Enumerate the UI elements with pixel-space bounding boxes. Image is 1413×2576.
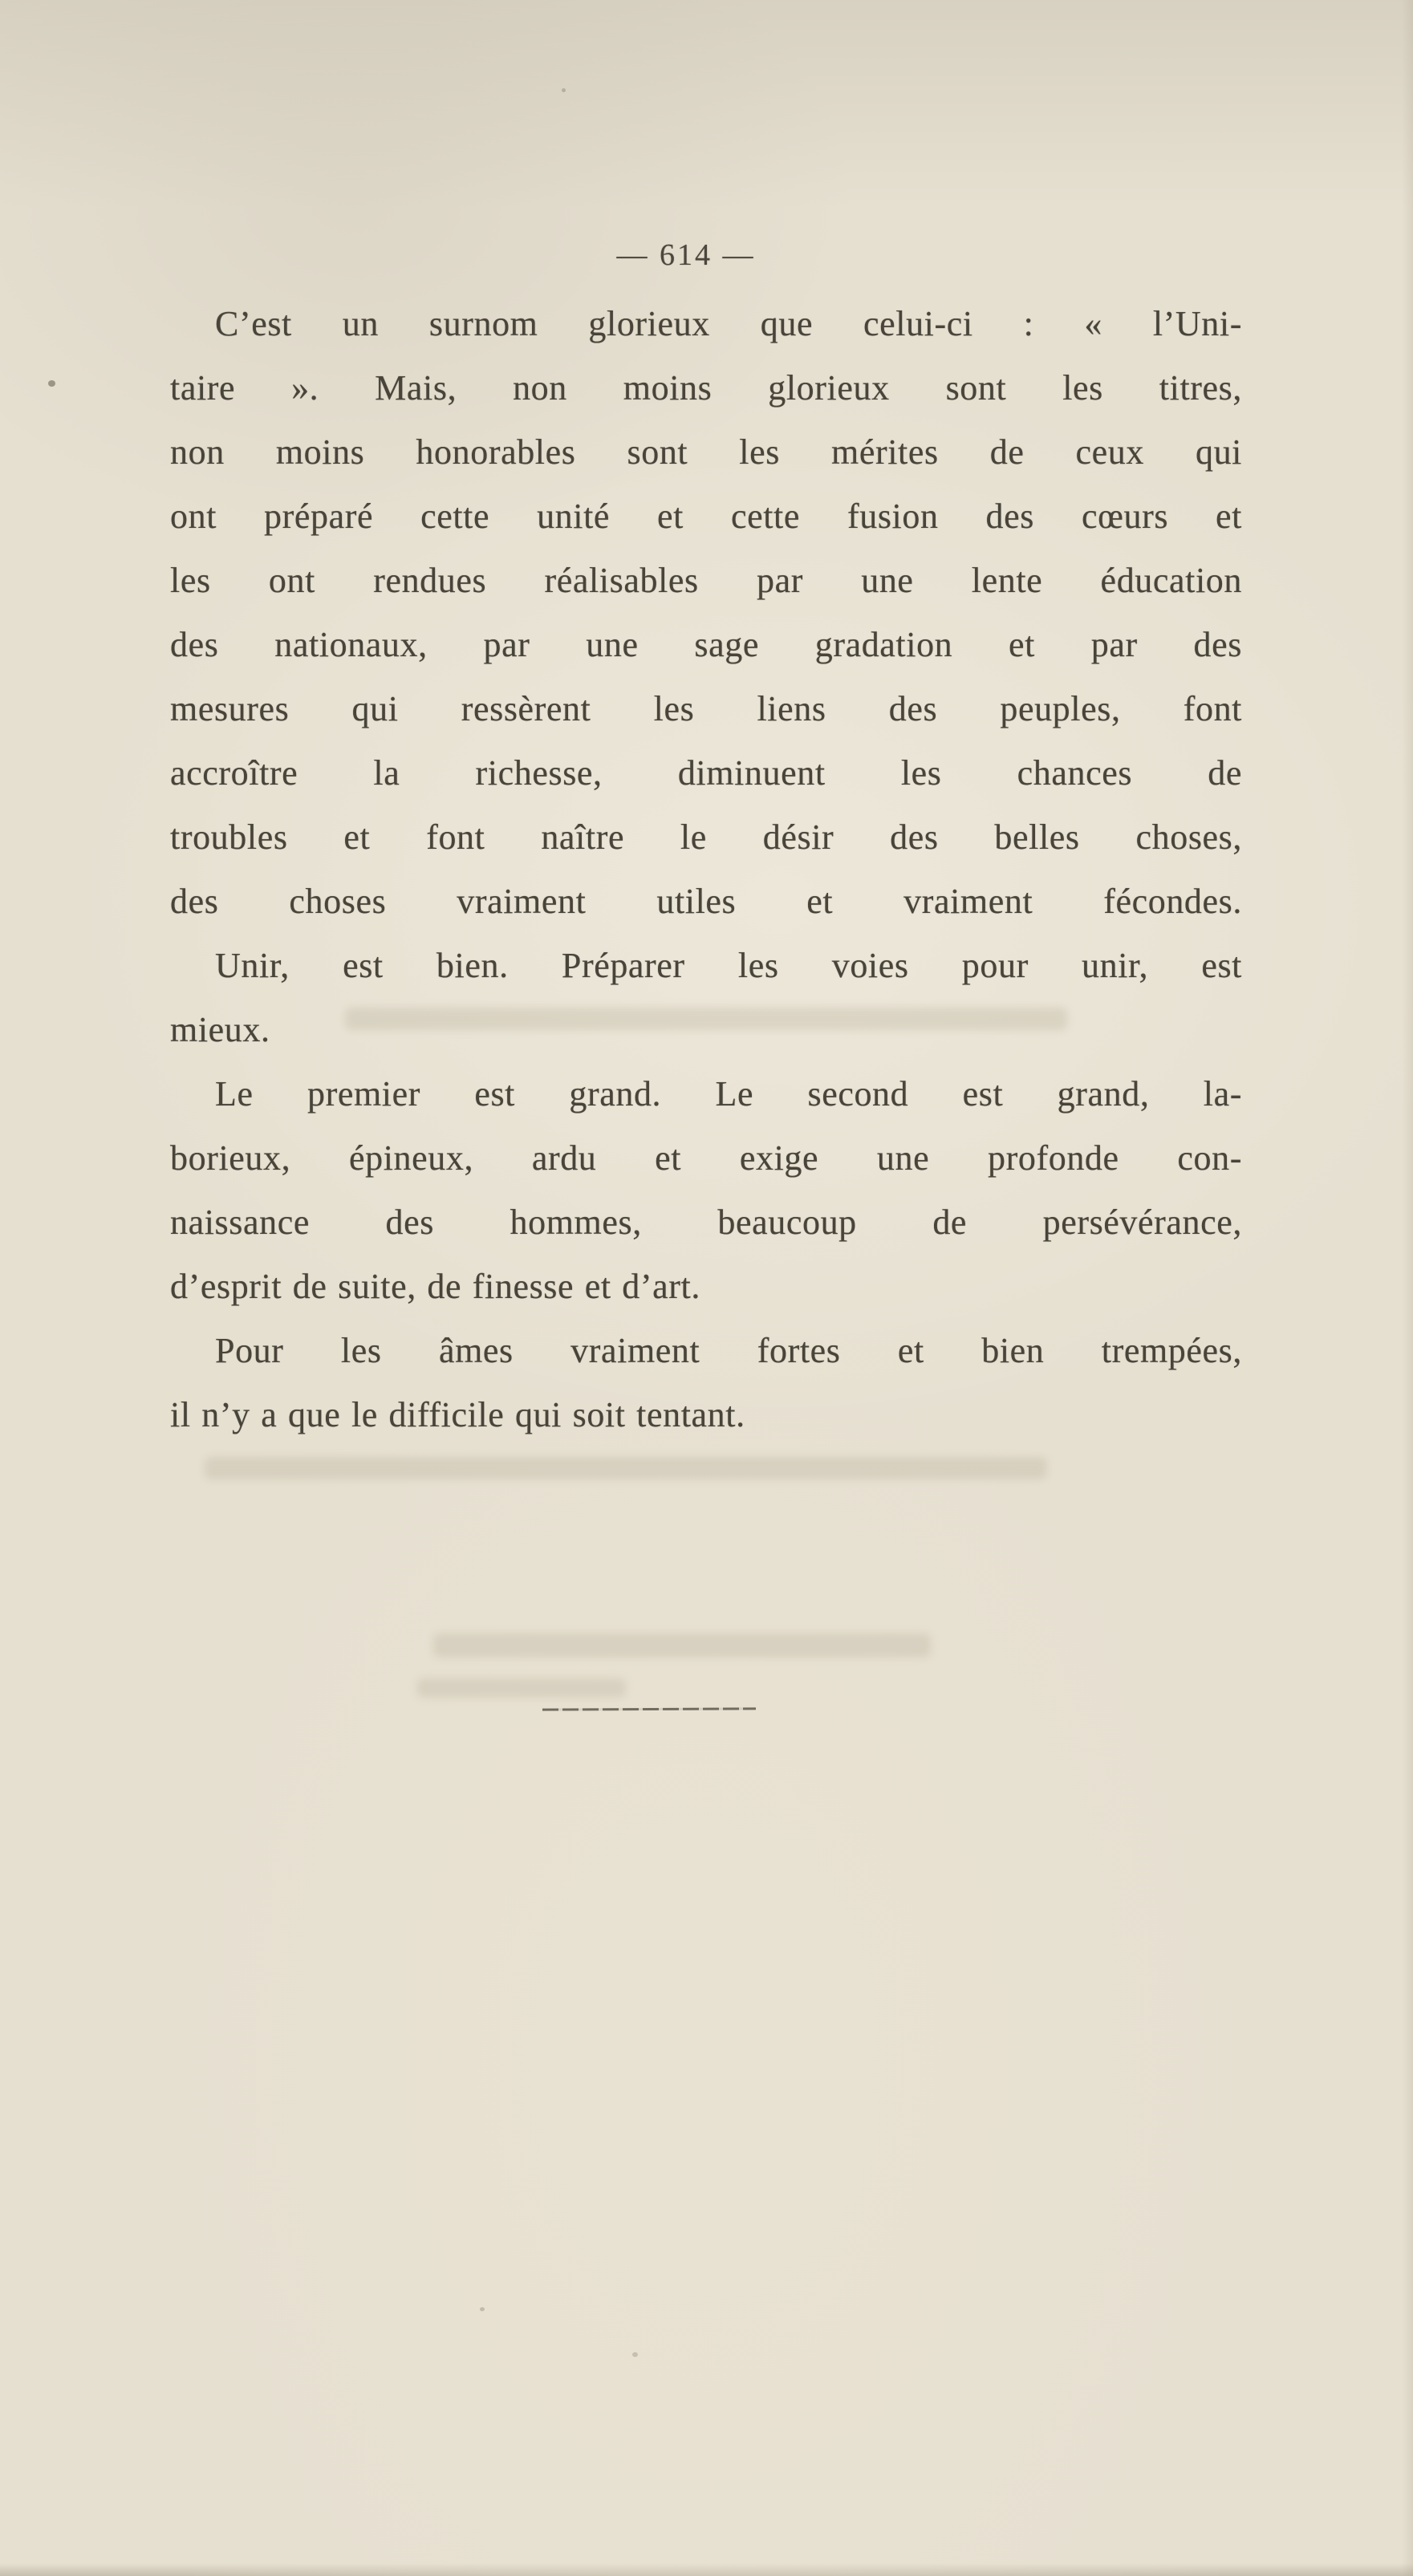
text-line: accroître la richesse, diminuent les chances de bbox=[170, 753, 1242, 793]
ink-bleed-through bbox=[345, 1008, 1067, 1030]
page-text bbox=[170, 292, 1242, 1447]
text-line: borieux, épineux, ardu et exige une profonde con- bbox=[170, 1138, 1242, 1178]
ink-bleed-through bbox=[205, 1457, 1047, 1479]
text-line: ont préparé cette unité et cette fusion des cœurs et bbox=[170, 497, 1242, 536]
text-line: mesures qui ressèrent les liens des peuples, font bbox=[170, 689, 1242, 728]
text-line: troubles et font naître le désir des belles choses, bbox=[170, 817, 1242, 857]
text-line: mieux. bbox=[170, 1010, 270, 1049]
text-line: des nationaux, par une sage gradation et par des bbox=[170, 625, 1242, 664]
paper-speck bbox=[48, 380, 55, 387]
text-line: il n’y a que le difficile qui soit tentant. bbox=[170, 1395, 745, 1434]
text-line: Pour les âmes vraiment fortes et bien trempées, bbox=[215, 1331, 1242, 1370]
text-line: des choses vraiment utiles et vraiment fécondes. bbox=[170, 882, 1242, 921]
text-line: C’est un surnom glorieux que celui-ci : « l’Uni- bbox=[215, 304, 1242, 343]
text-line: non moins honorables sont les mérites de ceux qui bbox=[170, 432, 1242, 472]
ink-bleed-through bbox=[417, 1678, 626, 1698]
text-line: naissance des hommes, beaucoup de persévérance, bbox=[170, 1203, 1242, 1242]
paper-speck bbox=[632, 2352, 638, 2357]
paper-speck bbox=[562, 88, 566, 92]
text-line: taire ». Mais, non moins glorieux sont les titres, bbox=[170, 368, 1242, 408]
ink-bleed-through bbox=[433, 1633, 931, 1657]
text-line: Unir, est bien. Préparer les voies pour unir, est bbox=[215, 946, 1242, 985]
text-line: Le premier est grand. Le second est grand, la- bbox=[215, 1074, 1242, 1114]
paper-speck bbox=[480, 2307, 485, 2311]
page-number: — 614 — bbox=[616, 238, 756, 272]
text-line: les ont rendues réalisables par une lente éducation bbox=[170, 561, 1242, 600]
separator-rule bbox=[542, 1707, 756, 1710]
text-line: d’esprit de suite, de finesse et d’art. bbox=[170, 1267, 700, 1306]
